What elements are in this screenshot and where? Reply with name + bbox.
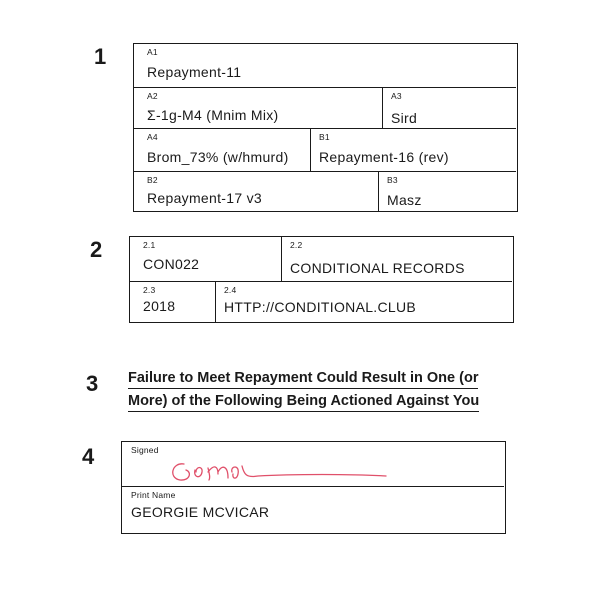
cell-2-2-label: 2.2 xyxy=(290,240,303,250)
section-number-3: 3 xyxy=(86,371,99,396)
cell-a1-value: Repayment-11 xyxy=(147,64,242,80)
cell-a4 xyxy=(134,128,310,171)
cell-a2-label: A2 xyxy=(147,91,158,101)
signed-cell xyxy=(122,442,504,486)
cell-b1 xyxy=(310,128,516,171)
section-number-4: 4 xyxy=(82,444,95,469)
signature-scribble xyxy=(162,448,422,488)
print-name-label: Print Name xyxy=(131,490,176,500)
print-name-value: GEORGIE MCVICAR xyxy=(131,504,270,520)
cell-b3 xyxy=(378,171,516,211)
cell-a1 xyxy=(134,44,516,87)
cell-2-3 xyxy=(130,281,215,322)
cell-2-3-value: 2018 xyxy=(143,298,176,314)
cell-2-1-label: 2.1 xyxy=(143,240,156,250)
cell-a2-value: Σ-1g-M4 (Mnim Mix) xyxy=(147,107,279,123)
cell-2-4-label: 2.4 xyxy=(224,285,237,295)
section-number-2: 2 xyxy=(90,237,103,262)
label-info-box xyxy=(129,236,514,323)
cell-2-3-label: 2.3 xyxy=(143,285,156,295)
cell-a3-label: A3 xyxy=(391,91,402,101)
cell-b2-value: Repayment-17 v3 xyxy=(147,190,263,206)
cell-b1-label: B1 xyxy=(319,132,330,142)
cell-2-1-value: CON022 xyxy=(143,256,200,272)
cell-a4-value: Brom_73% (w/hmurd) xyxy=(147,149,289,165)
cell-a2 xyxy=(134,87,382,128)
cell-2-2 xyxy=(281,237,512,281)
cell-a1-label: A1 xyxy=(147,47,158,57)
cell-b2-label: B2 xyxy=(147,175,158,185)
print-name-cell xyxy=(122,486,504,533)
cell-a3 xyxy=(382,87,516,128)
section-number-1: 1 xyxy=(94,44,107,69)
signature-box xyxy=(121,441,506,534)
warning-heading-line-2: More) of the Following Being Actioned Against You xyxy=(128,391,479,412)
track-list-box xyxy=(133,43,518,212)
signed-label: Signed xyxy=(131,445,159,455)
cell-a3-value: Sird xyxy=(391,110,418,126)
cell-2-1 xyxy=(130,237,281,281)
cell-2-4-value: HTTP://CONDITIONAL.CLUB xyxy=(224,299,417,315)
cell-b3-label: B3 xyxy=(387,175,398,185)
warning-heading-line-1: Failure to Meet Repayment Could Result in One (or xyxy=(128,368,478,389)
warning-heading xyxy=(128,368,508,412)
cell-b2 xyxy=(134,171,378,211)
cell-b3-value: Masz xyxy=(387,192,422,208)
cell-b1-value: Repayment-16 (rev) xyxy=(319,149,449,165)
cell-2-4 xyxy=(215,281,512,322)
cell-a4-label: A4 xyxy=(147,132,158,142)
cell-2-2-value: CONDITIONAL RECORDS xyxy=(290,260,465,276)
